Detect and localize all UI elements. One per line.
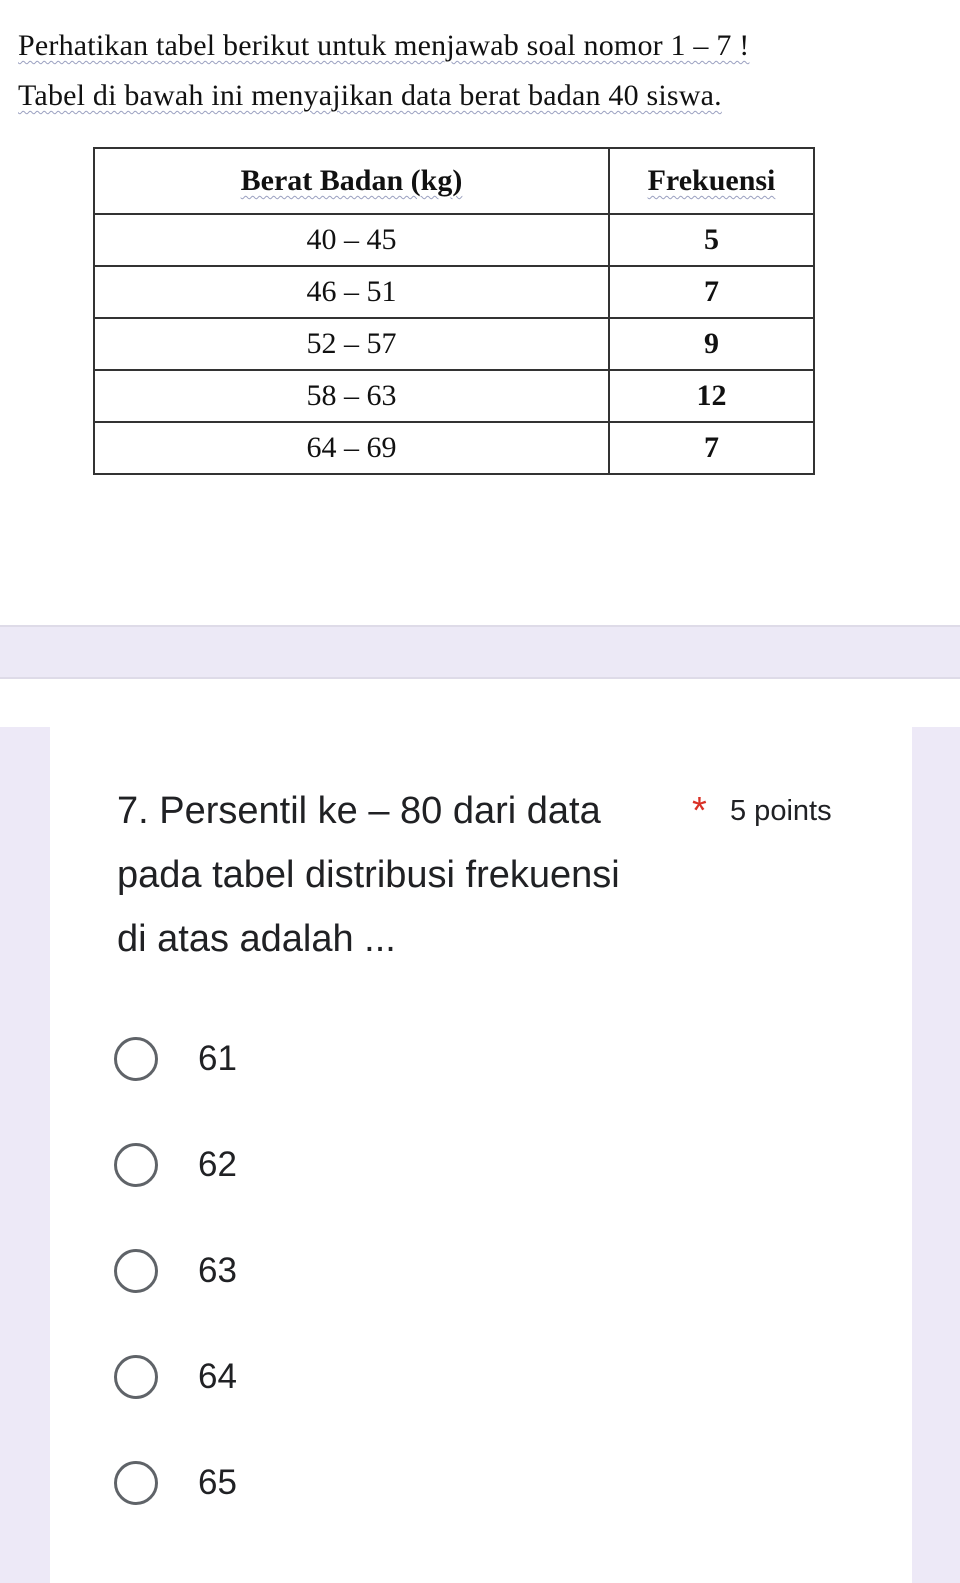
required-asterisk: * [692,790,707,832]
weight-range-cell: 58 – 63 [94,370,609,422]
radio-button[interactable] [114,1355,158,1399]
page-gutter-left [0,727,50,1583]
frequency-cell: 7 [609,422,814,474]
column-header-weight: Berat Badan (kg) [94,148,609,214]
table-header-row [94,148,814,214]
weight-range-cell: 40 – 45 [94,214,609,266]
table-row [94,370,814,422]
radio-button[interactable] [114,1461,158,1505]
option-61[interactable] [114,1019,514,1099]
option-label: 64 [198,1357,237,1396]
page-gutter-right [912,727,960,1583]
frequency-cell: 7 [609,266,814,318]
option-label: 61 [198,1039,237,1078]
column-header-frequency: Frekuensi [609,148,814,214]
question-title: 7. Persentil ke – 80 dari data pada tabel distribusi frekuensi di atas adalah ... [117,790,620,960]
question-image [0,0,960,625]
table-row [94,422,814,474]
radio-button[interactable] [114,1249,158,1293]
instruction-line: Perhatikan tabel berikut untuk menjawab soal nomor 1 – 7 ! [18,29,750,62]
weight-range-cell: 52 – 57 [94,318,609,370]
table-row [94,318,814,370]
points-label: 5 points [730,795,832,827]
option-64[interactable] [114,1337,514,1417]
radio-button[interactable] [114,1143,158,1187]
option-label: 62 [198,1145,237,1184]
option-label: 65 [198,1463,237,1502]
option-65[interactable] [114,1443,514,1523]
section-divider [0,625,960,679]
table-row [94,266,814,318]
weight-range-cell: 64 – 69 [94,422,609,474]
option-63[interactable] [114,1231,514,1311]
table-caption: Tabel di bawah ini menyajikan data berat badan 40 siswa. [18,79,722,112]
frequency-cell: 9 [609,318,814,370]
table-row [94,214,814,266]
frequency-cell: 12 [609,370,814,422]
frequency-cell: 5 [609,214,814,266]
weight-range-cell: 46 – 51 [94,266,609,318]
option-62[interactable] [114,1125,514,1205]
question-card [50,727,912,1583]
option-label: 63 [198,1251,237,1290]
radio-button[interactable] [114,1037,158,1081]
frequency-table [93,147,815,475]
